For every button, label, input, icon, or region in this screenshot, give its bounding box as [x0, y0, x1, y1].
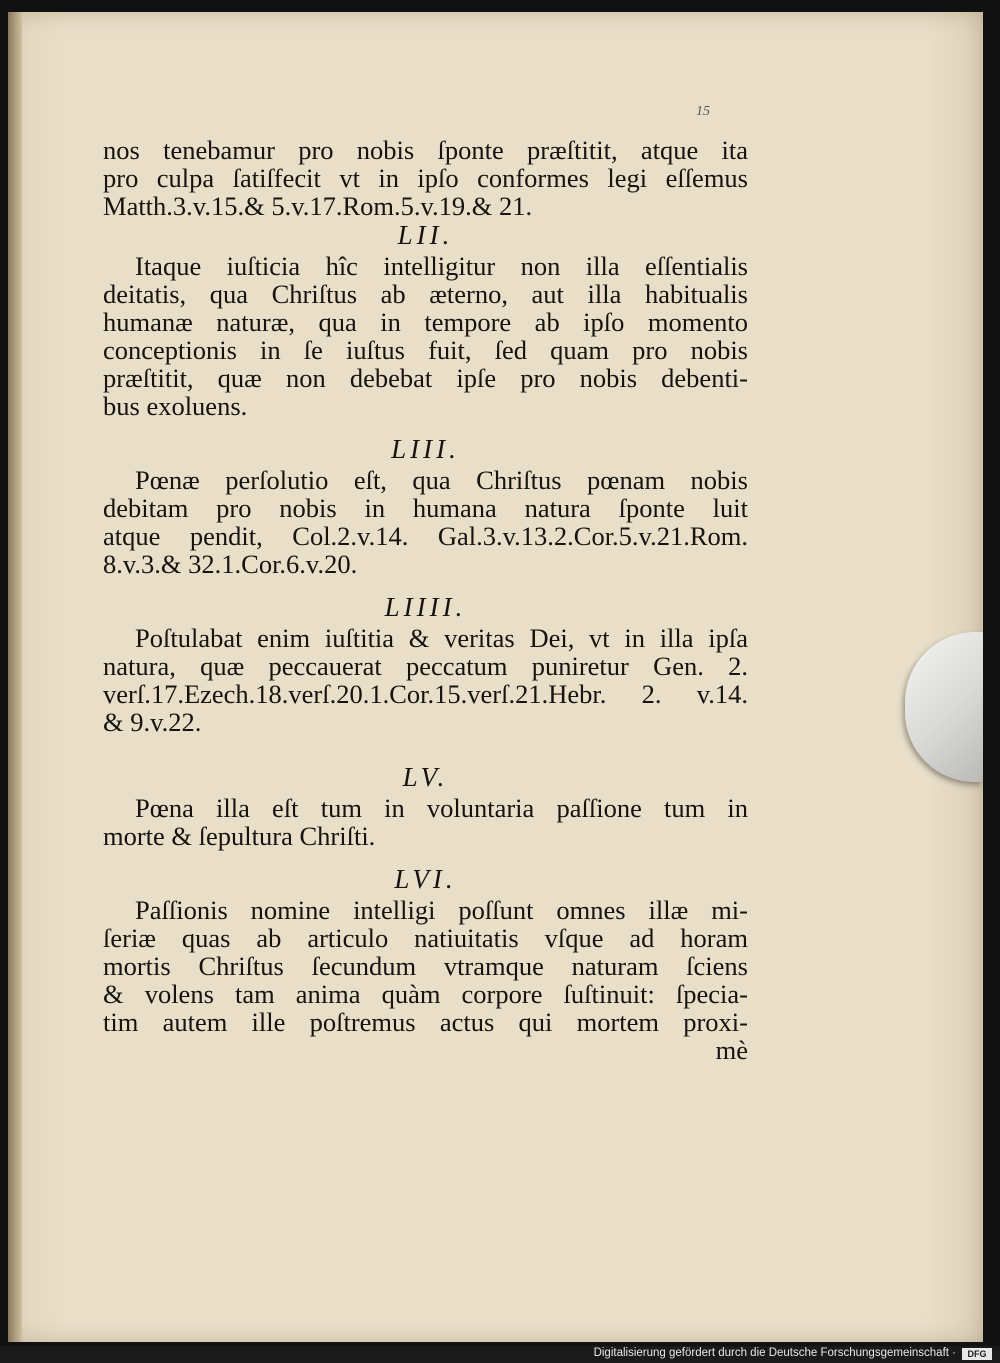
- text-line: atque pendit, Col.2.v.14. Gal.3.v.13.2.Cor.5.v.21.Rom.: [103, 521, 748, 551]
- section-heading: LIIII.: [384, 592, 467, 622]
- dfg-logo: DFG: [962, 1348, 992, 1360]
- text-line: 8.v.3.& 32.1.Cor.6.v.20.: [103, 549, 358, 579]
- body-text: [103, 136, 748, 1064]
- text-line: ſeriæ quas ab articulo natiuitatis vſque ad horam: [103, 923, 748, 953]
- text-line: deitatis, qua Chriſtus ab æterno, aut illa habitualis: [103, 279, 748, 309]
- text-line: Pœnæ perſolutio eſt, qua Chriſtus pœnam nobis: [135, 465, 748, 495]
- text-line: verſ.17.Ezech.18.verſ.20.1.Cor.15.verſ.21.Hebr. 2. v.14.: [103, 679, 748, 709]
- text-line: natura, quæ peccauerat peccatum puniretur Gen. 2.: [103, 651, 748, 681]
- text-line: Itaque iuſticia hîc intelligitur non illa eſſentialis: [135, 251, 748, 281]
- section-heading: LVI.: [394, 864, 457, 894]
- section-heading: LIII.: [391, 434, 460, 464]
- section-heading: LV.: [402, 762, 449, 792]
- funding-credit: Digitalisierung gefördert durch die Deutsche Forschungsgemeinschaft ·: [593, 1347, 956, 1359]
- text-line: Pœna illa eſt tum in voluntaria paſſione tum in: [135, 793, 748, 823]
- footer-bar: [0, 1346, 1000, 1363]
- catchword: mè: [715, 1035, 748, 1065]
- text-line: morte & ſepultura Chriſti.: [103, 821, 376, 851]
- text-line: & 9.v.22.: [103, 707, 202, 737]
- text-line: tim autem ille poſtremus actus qui mortem proxi-: [103, 1007, 748, 1037]
- text-line: & volens tam anima quàm corpore ſuſtinuit: ſpecia-: [103, 979, 748, 1009]
- text-line: Matth.3.v.15.& 5.v.17.Rom.5.v.19.& 21.: [103, 191, 533, 221]
- text-line: Poſtulabat enim iuſtitia & veritas Dei, vt in illa ipſa: [135, 623, 748, 653]
- text-line: Paſſionis nomine intelligi poſſunt omnes illæ mi-: [135, 895, 748, 925]
- page-holder-clip: [905, 632, 983, 782]
- text-line: bus exoluens.: [103, 391, 248, 421]
- text-line: mortis Chriſtus ſecundum vtramque naturam ſciens: [103, 951, 748, 981]
- scanned-page: [8, 12, 983, 1342]
- text-line: debitam pro nobis in humana natura ſponte luit: [103, 493, 748, 523]
- text-line: nos tenebamur pro nobis ſponte præſtitit, atque ita: [103, 135, 748, 165]
- page-spine-edge: [8, 12, 22, 1342]
- text-line: conceptionis in ſe iuſtus fuit, ſed quam pro nobis: [103, 335, 748, 365]
- text-line: humanæ naturæ, qua in tempore ab ipſo momento: [103, 307, 748, 337]
- text-line: pro culpa ſatiſfecit vt in ipſo conformes legi eſſemus: [103, 163, 748, 193]
- section-heading: LII.: [397, 220, 454, 250]
- folio-mark: 15: [696, 104, 710, 119]
- text-line: præſtitit, quæ non debebat ipſe pro nobis debenti-: [103, 363, 748, 393]
